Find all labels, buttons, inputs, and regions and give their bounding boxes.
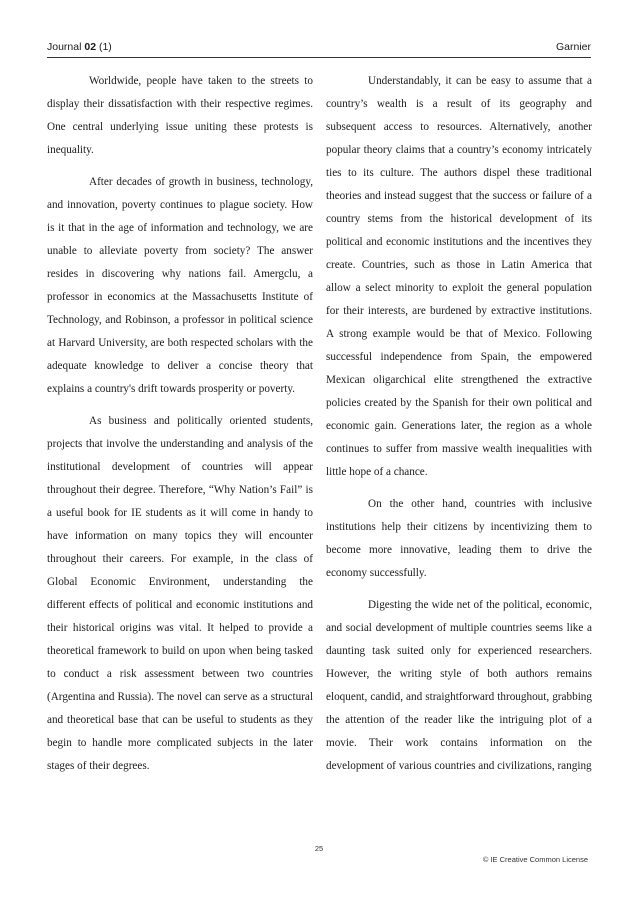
paragraph: After decades of growth in business, technology, and innovation, poverty continues to plague society. How is it that in the age of information and technology, we are unable to alleviate poverty from society? The answer resides in discovering why nations fail. Amergclu, a professor in economics at the Massachusetts Institute of Technology, and Robinson, a professor in political science at Harvard University, are both respected scholars with the adequate knowledge to deliver a concise theory that explains a country's drift towards prosperity or poverty. <box>47 176 313 395</box>
paragraph: As business and politically oriented students, projects that involve the understanding and analysis of the institutional development of countries will appear throughout their degree. Therefore, “Why Nation’s Fail” is a useful book for IE students as it will come in handy to have information on many topics they will encounter throughout their careers. For example, in the class of Global Economic Environment, understanding the different effects of political and economic institutions and their historical origins was vital. It helped to provide a theoretical framework to build on upon when being tasked to conduct a risk assessment between two countries (Argentina and Russia). The novel can serve as a structural and theoretical base that can be useful to students as they begin to handle more complicated subjects in the later stages of their degrees. <box>47 415 313 772</box>
license-notice: © IE Creative Common License <box>482 855 588 864</box>
paragraph: Understandably, it can be easy to assume that a country’s wealth is a result of its geography and subsequent access to resources. Alternatively, another popular theory claims that a country’s economy intricately ties to its culture. The authors dispel these traditional theories and instead suggest that the success or failure of a country stems from the historical development of its political and economic institutions and the incentives they create. Countries, such as those in Latin America that allow a select minority to exploit the general population for their interests, are burdened by extractive institutions. A strong example would be that of Mexico. Following successful independence from Spain, the empowered Mexican oligarchical elite strengthened the extractive policies created by the Spanish for their own political and economic gain. Generations later, the region as a whole continues to suffer from massive wealth inequalities with little hope of a chance. <box>326 75 592 478</box>
journal-number: 02 <box>84 41 97 53</box>
right-column <box>326 70 592 787</box>
paragraph: Digesting the wide net of the political, economic, and social development of multiple countries seems like a daunting task suited only for experienced researchers. However, the writing style of both authors remains eloquent, candid, and straightforward throughout, grabbing the attention of the reader like the intriguing plot of a movie. Their work contains information on the development of various countries and civilizations, ranging <box>326 599 592 772</box>
left-column <box>47 70 313 787</box>
journal-label: Journal 02 (1) <box>47 41 112 53</box>
author-name: Garnier <box>555 41 591 53</box>
page-number: 25 <box>314 844 324 853</box>
paragraph: Worldwide, people have taken to the streets to display their dissatisfaction with their respective regimes. One central underlying issue uniting these protests is inequality. <box>47 75 313 156</box>
paragraph: On the other hand, countries with inclusive institutions help their citizens by incentivizing them to become more innovative, leading them to drive the economy successfully. <box>326 498 592 579</box>
running-header <box>47 41 591 58</box>
